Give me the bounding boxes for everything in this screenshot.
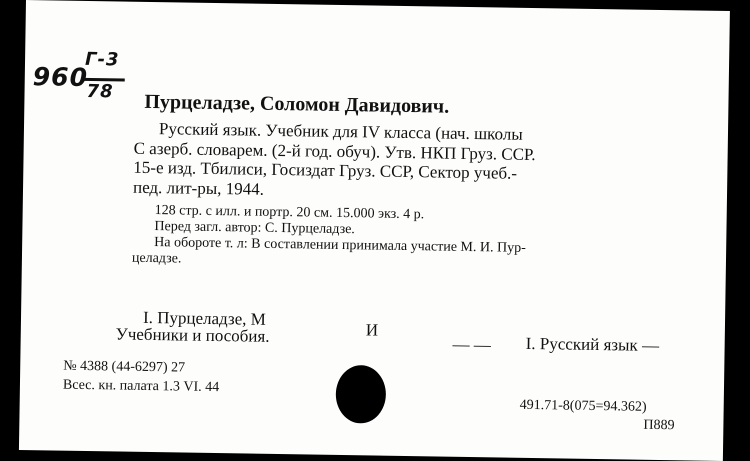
note-line: 128 стр. с илл. и портр. 20 см. 15.000 экз. 4 р. [154,203,425,223]
description-line: Русский язык. Учебник для IV класса (нач. школы [158,119,523,144]
tracing-roman: И [365,320,379,340]
tracing-added-author: I. Пурцеладзе, М [142,307,267,329]
tracing-dash: — — [452,334,492,355]
author-heading: Пурцеладзе, Соломон Давидович. [144,90,450,118]
catalog-card [19,0,730,461]
description-line: С азерб. словарем. (2-й год. обуч). Утв. НКП Груз. ССР. [133,138,536,165]
punch-hole [335,365,386,424]
note-line: На обороте т. л: В составлении принимала участие М. И. Пур- [154,235,526,256]
book-chamber-line: Всес. кн. палата 1.3 VI. 44 [62,377,220,396]
shelf-mark-denominator: 78 [86,80,114,103]
record-number: № 4388 (44-6297) 27 [63,358,186,376]
note-line: целадзе. [131,250,182,267]
shelf-mark-main: 960 [32,62,89,92]
description-line: пед. лит-ры, 1944. [132,177,265,199]
classification-index: 491.71-8(075=94.362) [519,397,647,415]
tracing-genre: Учебники и пособия. [115,324,270,346]
shelf-mark-numerator: Г-3 [84,48,120,71]
author-code: П889 [643,417,675,434]
description-line: 15-е изд. Тбилиси, Госиздат Груз. ССР, Сектор учеб.- [133,157,518,183]
tracing-subject: I. Русский язык — [525,333,660,355]
note-line: Перед загл. автор: С. Пурцеладзе. [154,219,355,238]
